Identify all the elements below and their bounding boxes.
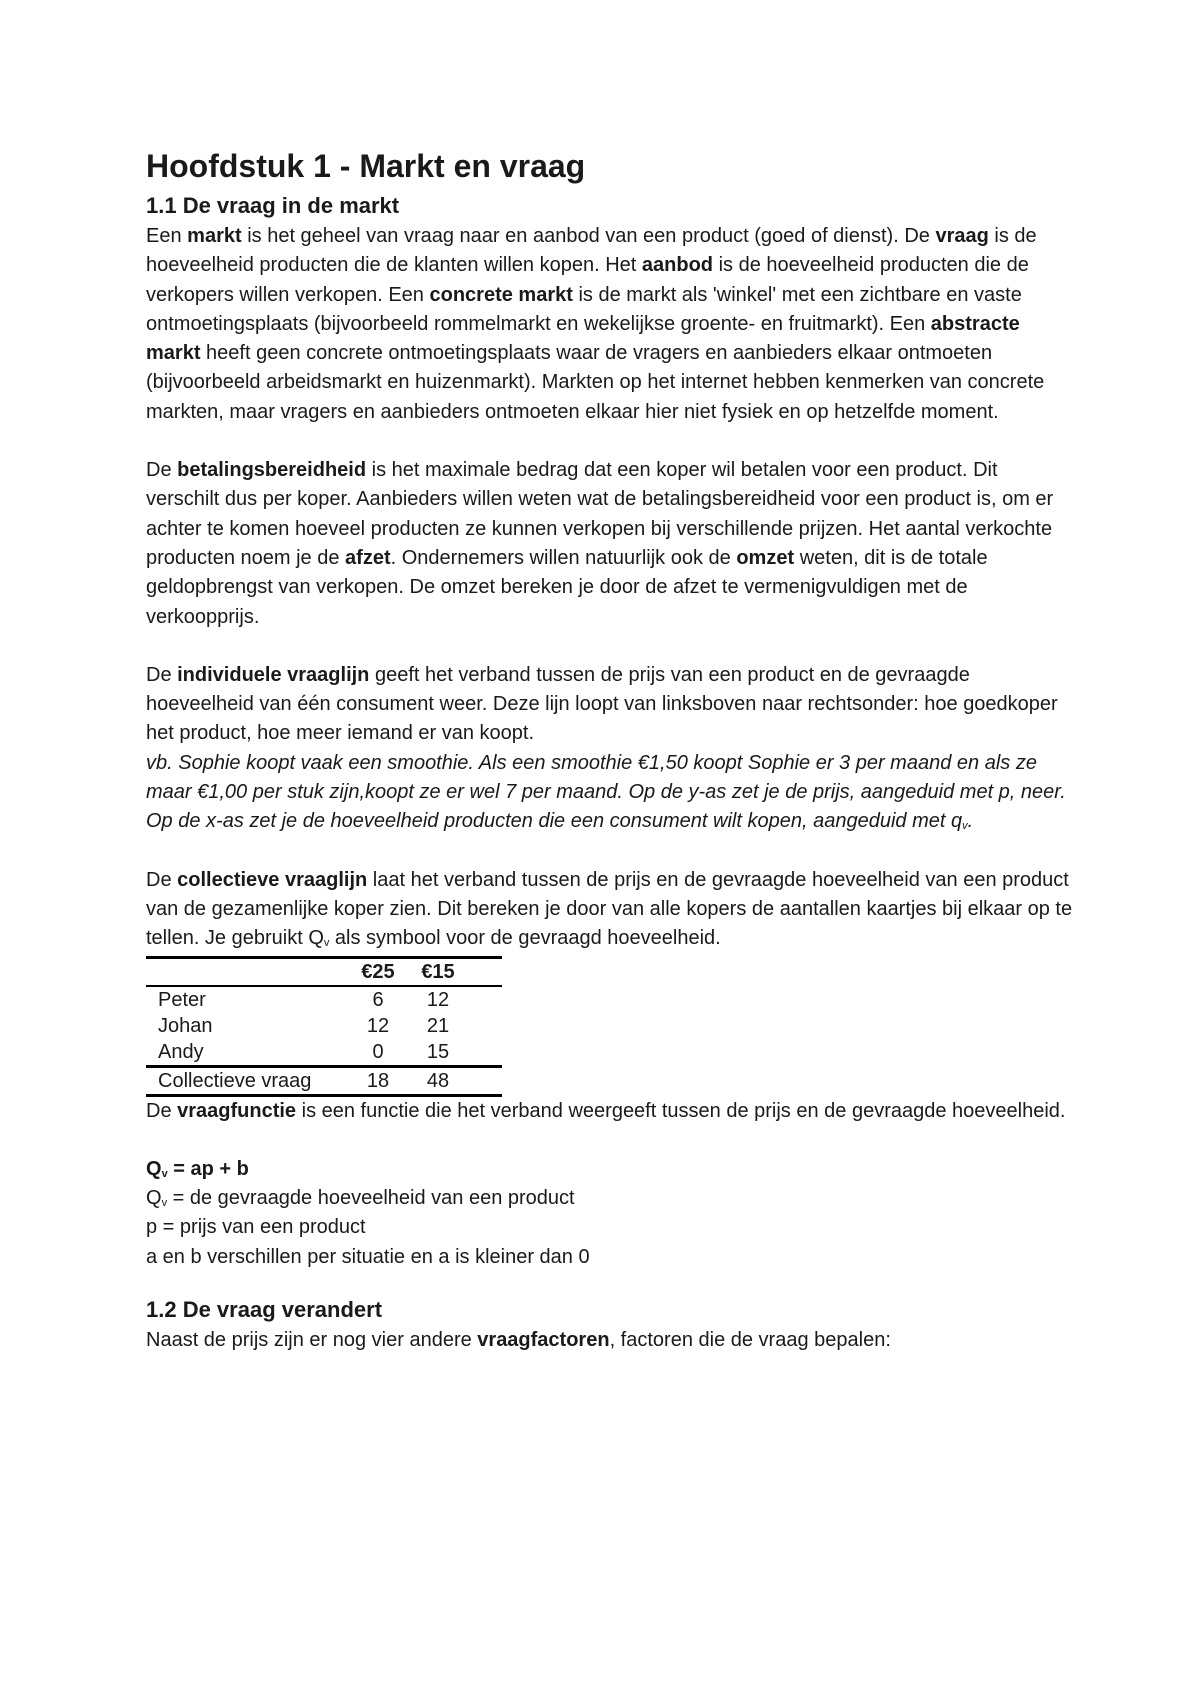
text-run: De — [146, 868, 178, 891]
text-run: vraag — [935, 225, 989, 247]
text-run: = de gevraagde hoeveelheid van een product — [167, 1187, 575, 1210]
paragraph-individuele-vraaglijn — [146, 661, 1076, 837]
text-run: aanbod — [641, 254, 714, 277]
formula-definition-ab — [146, 1243, 1076, 1272]
paragraph-vraagfactoren — [146, 1326, 1076, 1355]
text-run: v — [962, 820, 968, 833]
table-row — [146, 986, 502, 1013]
text-run: = ap + b — [167, 1157, 249, 1180]
text-run: markt — [187, 225, 242, 247]
table-cell: 12 — [426, 988, 450, 1011]
text-run: heeft geen concrete ontmoetingsplaats waar de vragers en aanbieders elkaar ontmoeten (bijvoorbeeld arbeidsmarkt en huizenmarkt). Markten op het internet hebben kenmerken van concrete markten, maar vragers en aanbieders ontmoeten elkaar hier niet fysiek en op hetzelfde moment. — [146, 342, 1045, 423]
table-total-row — [146, 1066, 502, 1095]
text-run: , factoren die de vraag bepalen: — [609, 1329, 891, 1352]
text-run: als symbool voor de gevraagd hoeveelheid. — [329, 927, 721, 950]
text-run: omzet — [736, 546, 795, 569]
section-heading-1-1: 1.1 De vraag in de markt — [146, 193, 400, 218]
text-run: . — [967, 810, 974, 833]
table-cell: 6 — [372, 988, 384, 1011]
formula-demand-function — [146, 1155, 1076, 1184]
text-run: De — [146, 663, 178, 686]
text-run: Q — [146, 1187, 162, 1210]
table-header-row — [146, 957, 502, 986]
text-run: is een functie die het verband weergeeft tussen de prijs en de gevraagde hoeveelheid. — [296, 1099, 1066, 1122]
text-run: vraagfactoren — [477, 1329, 610, 1352]
document-body — [146, 146, 1076, 1355]
text-run: collectieve vraaglijn — [177, 868, 368, 891]
table-row — [146, 1039, 502, 1067]
text-run: is het geheel van vraag naar en aanbod van een product (goed of dienst). De — [241, 225, 936, 247]
text-run: weten, dit is de totale geldopbrengst van verkopen. De omzet bereken je door de afzet te vermenigvuldigen met de verkoopprijs. — [146, 546, 988, 628]
table-cell: Peter — [158, 988, 206, 1011]
text-run: is de hoeveelheid producten die de verkopers willen verkopen. Een — [146, 254, 1029, 306]
table-header-cell — [146, 957, 348, 986]
paragraph-vraagfunctie — [146, 1097, 1076, 1126]
text-run: vb. Sophie koopt vaak een smoothie. Als een smoothie €1,50 koopt Sophie er 3 per maand en als ze maar €1,00 per stuk zijn,koopt ze er wel 7 per maand. Op de y-as zet je de prijs, aangeduid met p, neer. Op de x-as zet je de hoeveelheid producten die een consument wilt kopen, aangeduid met q — [146, 751, 1066, 833]
text-run: is de hoeveelheid producten die de klanten willen kopen. Het — [146, 225, 1037, 277]
table-header-cell: €25 — [361, 960, 395, 983]
table-cell: 0 — [372, 1040, 384, 1063]
text-run: is de markt als 'winkel' met een zichtbare en vaste ontmoetingsplaats (bijvoorbeeld rommelmarkt en wekelijkse groente- en fruitmarkt). Een — [146, 283, 1022, 335]
text-run: vraagfunctie — [177, 1099, 297, 1122]
paragraph-betalingsbereidheid — [146, 456, 1076, 632]
text-run: Q — [146, 1157, 162, 1180]
table-header-cell: €15 — [421, 960, 455, 983]
text-run: v — [161, 1167, 168, 1180]
table-row — [146, 1013, 502, 1039]
table-cell: 21 — [426, 1014, 450, 1037]
table-cell: 15 — [426, 1040, 450, 1063]
paragraph-markt — [146, 222, 1076, 427]
text-run: v — [323, 937, 330, 950]
formula-definition-qv — [146, 1184, 1076, 1213]
text-run: geeft het verband tussen de prijs van een product en de gevraagde hoeveelheid van één consument weer. Deze lijn loopt van linksboven naar rechtsonder: hoe goedkoper het product, hoe meer iemand er van koopt. — [146, 663, 1058, 745]
table-cell: Collectieve vraag — [158, 1069, 312, 1092]
text-run: De — [146, 459, 178, 482]
table-cell: 12 — [366, 1014, 390, 1037]
table-cell: Andy — [158, 1040, 204, 1063]
text-run: betalingsbereidheid — [177, 459, 367, 482]
text-run: concrete markt — [429, 283, 573, 306]
text-run: laat het verband tussen de prijs en de gevraagde hoeveelheid van een product van de gezamenlijke koper zien. Dit bereken je door van alle kopers de aantallen kaartjes bij elkaar op te tellen. Je gebruikt Q — [146, 868, 1073, 950]
page-title: Hoofdstuk 1 - Markt en vraag — [146, 148, 586, 184]
text-run: a en b verschillen per situatie en a is kleiner dan 0 — [146, 1245, 590, 1268]
table-cell: 48 — [426, 1069, 450, 1092]
text-run: afzet — [345, 546, 391, 569]
text-run: p = prijs van een product — [146, 1216, 366, 1239]
section-heading-1-2: 1.2 De vraag verandert — [146, 1297, 383, 1323]
text-run: Een — [146, 225, 188, 247]
paragraph-collectieve-vraaglijn — [146, 866, 1076, 954]
text-run: individuele vraaglijn — [177, 663, 370, 686]
text-run: De — [146, 1099, 178, 1122]
text-run: is het maximale bedrag dat een koper wil betalen voor een product. Dit verschilt dus per koper. Aanbieders willen weten wat de betalingsbereidheid voor een product is, om er achter te komen hoeveel producten ze kunnen verkopen bij verschillende prijzen. Het aantal verkochte producten noem je de — [146, 459, 1054, 569]
formula-definition-p — [146, 1213, 1076, 1242]
table-cell: Johan — [158, 1014, 213, 1037]
demand-table — [146, 956, 502, 1097]
text-run: . Ondernemers willen natuurlijk ook de — [390, 546, 737, 569]
text-run: abstracte markt — [146, 312, 1020, 365]
text-run: Naast de prijs zijn er nog vier andere — [146, 1329, 478, 1352]
table-cell: 18 — [366, 1069, 390, 1092]
text-run: v — [161, 1197, 168, 1210]
